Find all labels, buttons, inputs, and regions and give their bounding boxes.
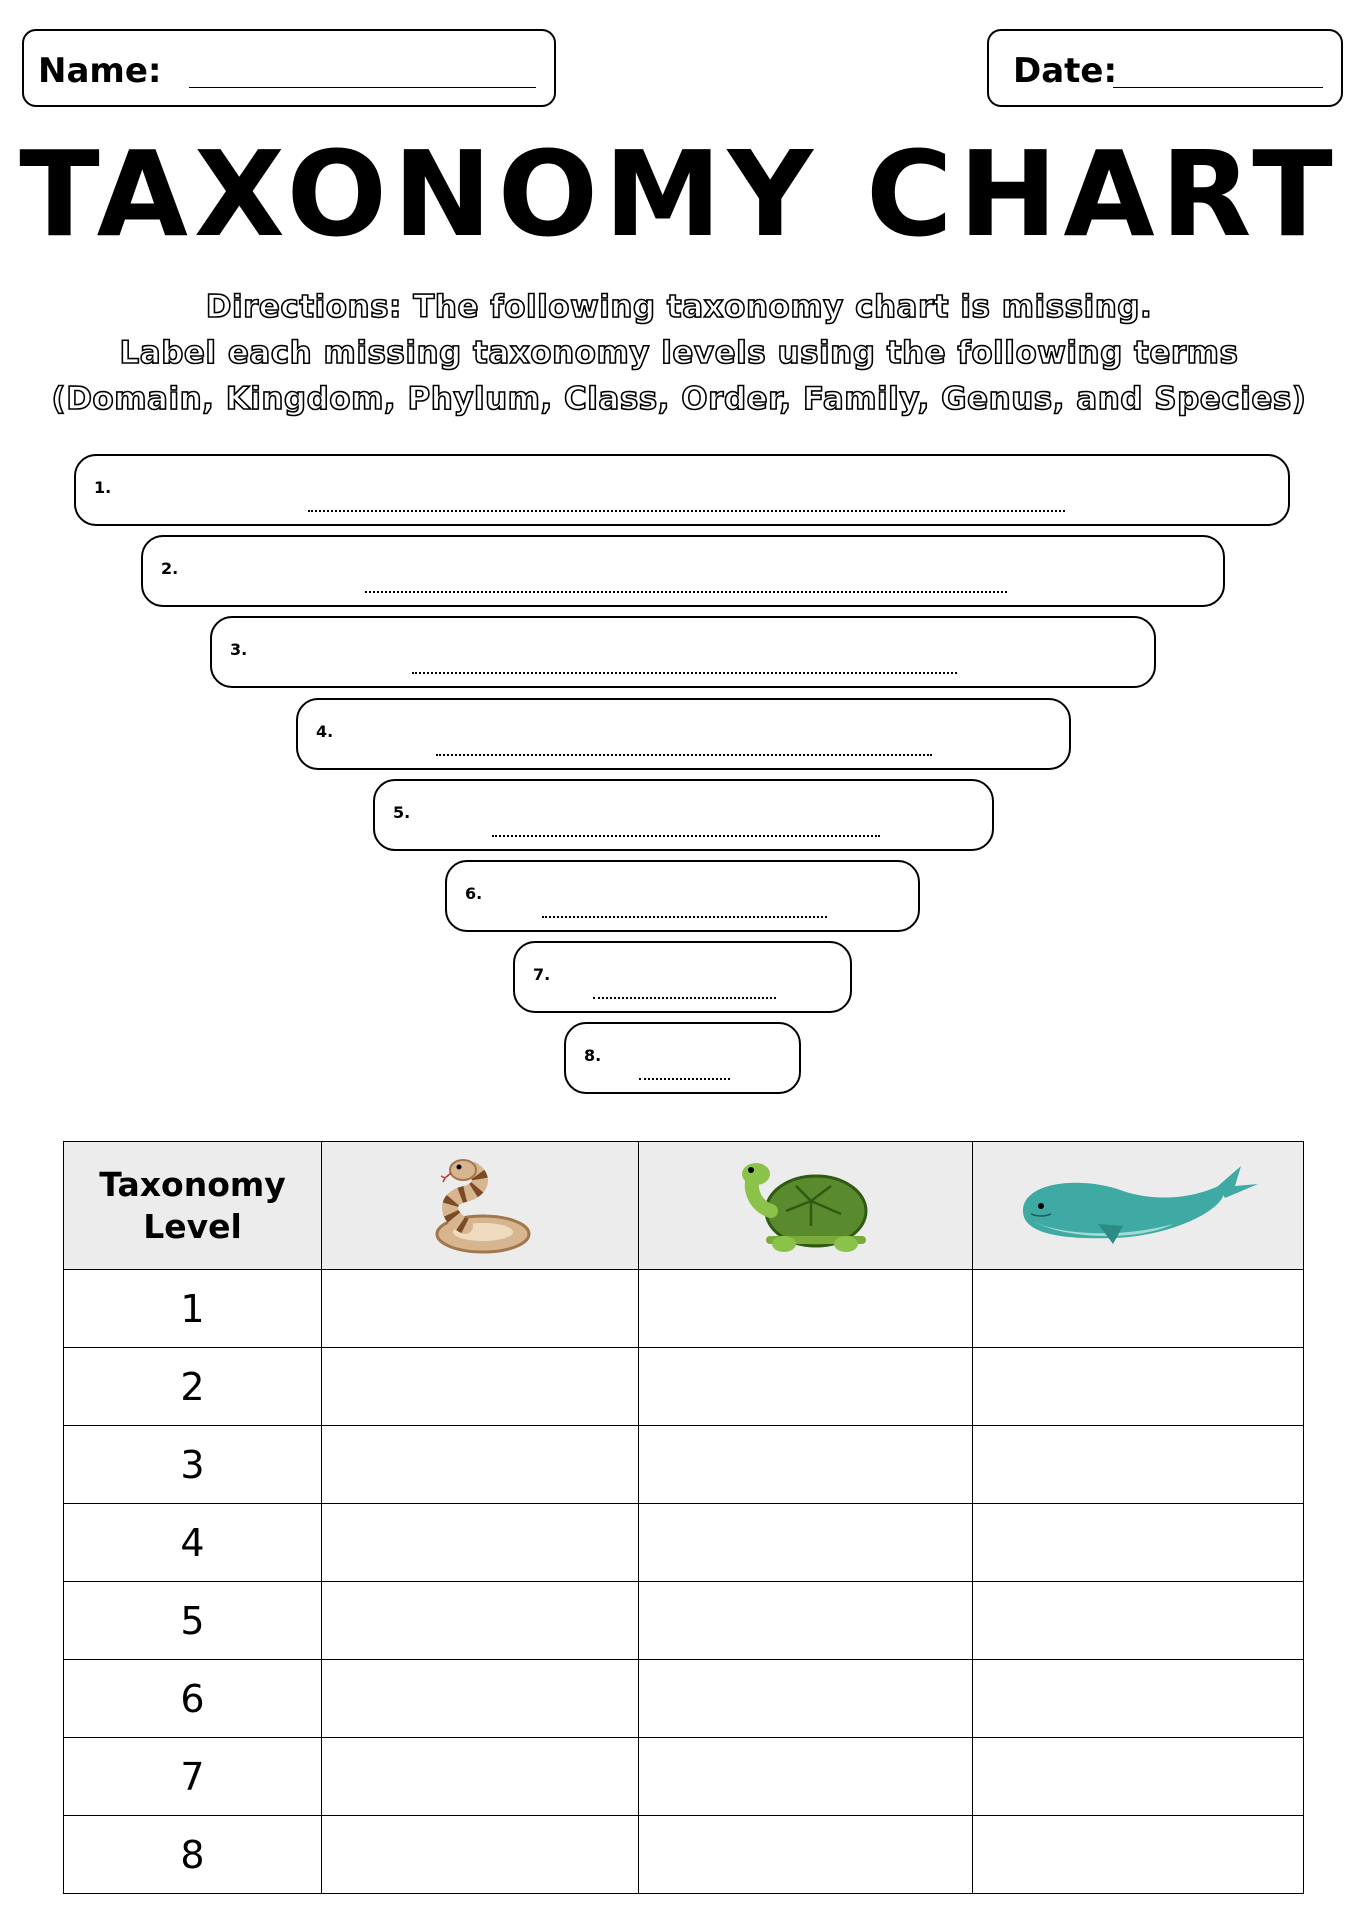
answer-cell[interactable]	[639, 1348, 973, 1426]
table-row	[64, 1504, 1304, 1582]
table-row	[64, 1582, 1304, 1660]
answer-cell[interactable]	[322, 1660, 639, 1738]
answer-cell[interactable]	[322, 1426, 639, 1504]
table-header-row	[64, 1142, 1304, 1270]
answer-line	[412, 672, 957, 674]
answer-line	[436, 754, 932, 756]
date-box	[987, 29, 1343, 107]
name-field[interactable]	[189, 87, 536, 88]
answer-cell[interactable]	[973, 1270, 1304, 1348]
whale-column-header	[973, 1142, 1304, 1270]
level-number: 7.	[533, 965, 551, 984]
answer-cell[interactable]	[973, 1504, 1304, 1582]
answer-cell[interactable]	[639, 1660, 973, 1738]
snake-icon	[425, 1156, 535, 1256]
answer-cell[interactable]	[973, 1582, 1304, 1660]
table-row	[64, 1660, 1304, 1738]
level-box-5[interactable]	[373, 779, 994, 851]
level-cell: 3	[64, 1426, 322, 1504]
turtle-column-header	[639, 1142, 973, 1270]
directions-line-2: Label each missing taxonomy levels using the following terms	[119, 335, 1239, 371]
answer-cell[interactable]	[973, 1738, 1304, 1816]
directions-line-1: Directions: The following taxonomy chart is missing.	[205, 289, 1153, 325]
level-cell: 4	[64, 1504, 322, 1582]
answer-cell[interactable]	[322, 1816, 639, 1894]
level-box-8[interactable]	[564, 1022, 801, 1094]
answer-cell[interactable]	[639, 1426, 973, 1504]
table-row	[64, 1348, 1304, 1426]
answer-cell[interactable]	[639, 1582, 973, 1660]
level-number: 2.	[161, 559, 179, 578]
answer-cell[interactable]	[639, 1504, 973, 1582]
level-box-3[interactable]	[210, 616, 1156, 688]
level-number: 5.	[393, 803, 411, 822]
level-cell: 7	[64, 1738, 322, 1816]
answer-line	[308, 510, 1065, 512]
directions-line-3: (Domain, Kingdom, Phylum, Class, Order, Family, Genus, and Species)	[51, 381, 1307, 417]
level-box-6[interactable]	[445, 860, 920, 932]
level-number: 8.	[584, 1046, 602, 1065]
level-cell: 5	[64, 1582, 322, 1660]
answer-cell[interactable]	[639, 1738, 973, 1816]
table-row	[64, 1270, 1304, 1348]
answer-line	[542, 916, 827, 918]
level-box-4[interactable]	[296, 698, 1071, 770]
level-box-1[interactable]	[74, 454, 1290, 526]
name-box	[22, 29, 556, 107]
snake-column-header	[322, 1142, 639, 1270]
table-row	[64, 1426, 1304, 1504]
taxonomy-level-label: Taxonomy Level	[99, 1164, 286, 1246]
answer-cell[interactable]	[973, 1348, 1304, 1426]
level-cell: 1	[64, 1270, 322, 1348]
answer-cell[interactable]	[973, 1426, 1304, 1504]
answer-cell[interactable]	[322, 1504, 639, 1582]
table-row	[64, 1816, 1304, 1894]
answer-cell[interactable]	[639, 1816, 973, 1894]
page-title: TAXONOMY CHART	[19, 125, 1339, 263]
level-box-2[interactable]	[141, 535, 1225, 607]
answer-line	[365, 591, 1007, 593]
level-number: 1.	[94, 478, 112, 497]
answer-line	[593, 997, 776, 999]
answer-cell[interactable]	[322, 1582, 639, 1660]
date-label: Date:	[1013, 51, 1118, 91]
level-number: 4.	[316, 722, 334, 741]
answer-line	[492, 835, 880, 837]
answer-cell[interactable]	[973, 1816, 1304, 1894]
answer-cell[interactable]	[322, 1270, 639, 1348]
answer-line	[639, 1078, 730, 1080]
taxonomy-table	[63, 1141, 1304, 1894]
answer-cell[interactable]	[639, 1270, 973, 1348]
turtle-icon	[736, 1156, 876, 1256]
level-number: 3.	[230, 640, 248, 659]
name-label: Name:	[38, 51, 162, 91]
table-row	[64, 1738, 1304, 1816]
level-number: 6.	[465, 884, 483, 903]
level-box-7[interactable]	[513, 941, 852, 1013]
level-cell: 8	[64, 1816, 322, 1894]
date-field[interactable]	[1113, 87, 1323, 88]
level-cell: 6	[64, 1660, 322, 1738]
level-cell: 2	[64, 1348, 322, 1426]
whale-icon	[1013, 1156, 1263, 1256]
answer-cell[interactable]	[322, 1738, 639, 1816]
answer-cell[interactable]	[322, 1348, 639, 1426]
taxonomy-level-header	[64, 1142, 322, 1270]
answer-cell[interactable]	[973, 1660, 1304, 1738]
